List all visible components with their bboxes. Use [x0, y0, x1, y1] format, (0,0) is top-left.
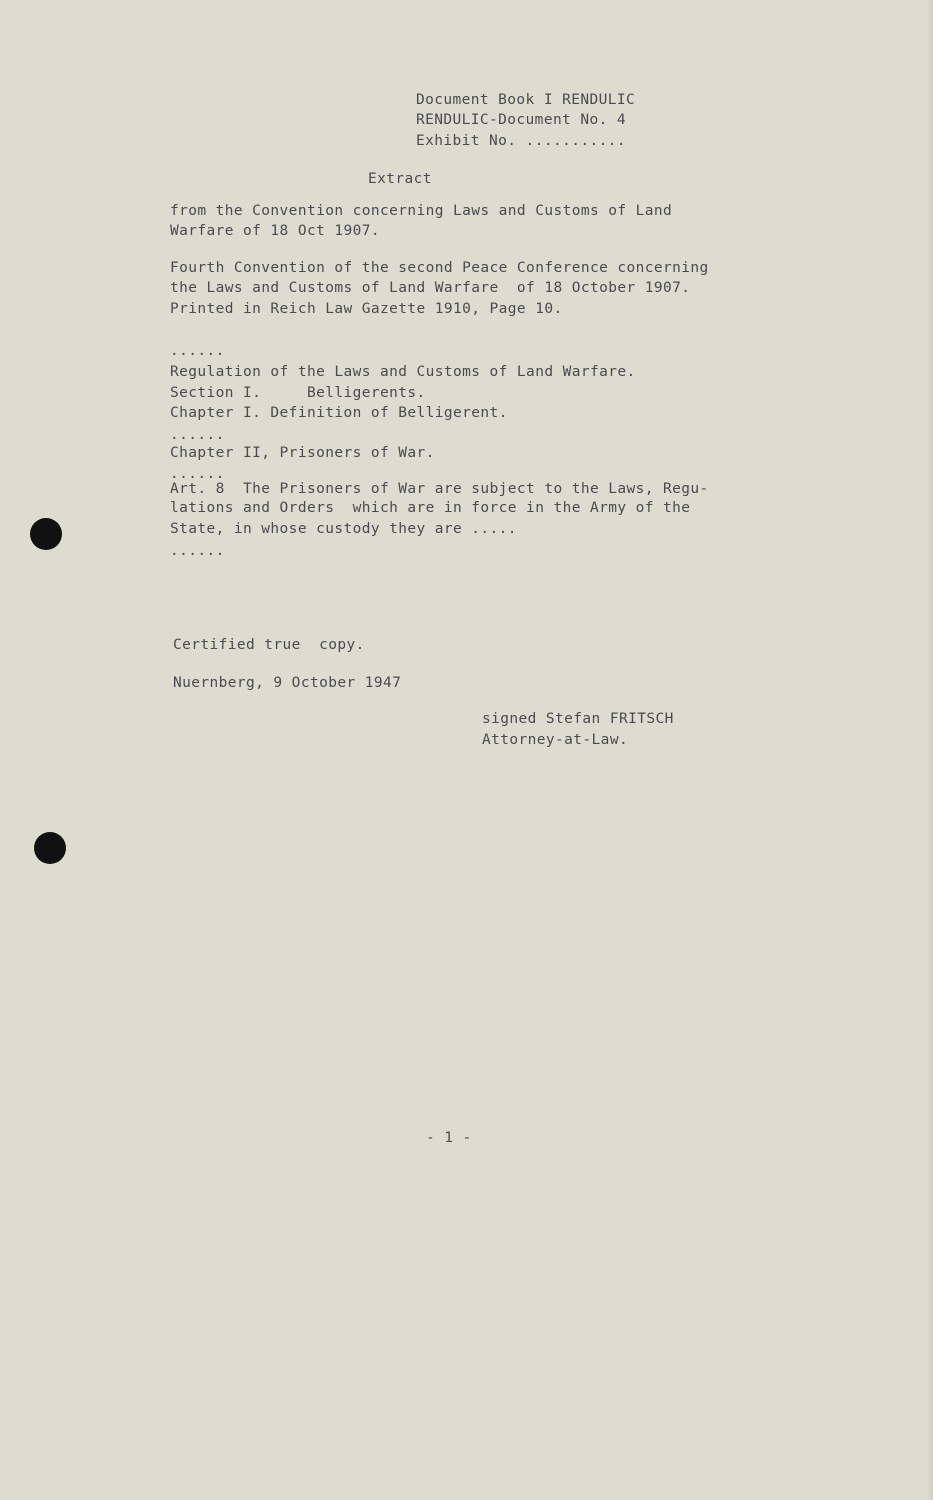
article-8-line-3: State, in whose custody they are ..... — [170, 521, 517, 537]
ellipsis-3: ...... — [170, 466, 225, 482]
source-line-2: the Laws and Customs of Land Warfare of 18 October 1907. — [170, 280, 691, 296]
place-date: Nuernberg, 9 October 1947 — [173, 675, 402, 691]
punch-hole-bottom — [34, 832, 66, 864]
signature-line: signed Stefan FRITSCH — [482, 711, 674, 727]
source-line-1: Fourth Convention of the second Peace Conference concerning — [170, 260, 709, 276]
header-document-number: RENDULIC-Document No. 4 — [416, 112, 626, 128]
certified-copy: Certified true copy. — [173, 637, 365, 653]
article-8-line-1: Art. 8 The Prisoners of War are subject to the Laws, Regu- — [170, 481, 709, 497]
ellipsis-4: ...... — [170, 543, 225, 559]
intro-line-2: Warfare of 18 Oct 1907. — [170, 223, 380, 239]
page-number: - 1 - — [426, 1130, 472, 1146]
ellipsis-2: ...... — [170, 427, 225, 443]
chapter-2-heading: Chapter II, Prisoners of War. — [170, 445, 435, 461]
document-title: Extract — [368, 171, 432, 187]
page-edge-shadow — [927, 0, 933, 1500]
article-8-line-2: lations and Orders which are in force in the Army of the — [170, 500, 691, 516]
intro-line-1: from the Convention concerning Laws and Customs of Land — [170, 203, 673, 219]
header-document-book: Document Book I RENDULIC — [416, 92, 636, 108]
section-heading: Section I. Belligerents. — [170, 385, 426, 401]
signatory-role: Attorney-at-Law. — [482, 732, 629, 748]
punch-hole-top — [30, 518, 62, 550]
source-line-3: Printed in Reich Law Gazette 1910, Page 10. — [170, 301, 563, 317]
regulation-heading: Regulation of the Laws and Customs of Land Warfare. — [170, 364, 636, 380]
chapter-1-heading: Chapter I. Definition of Belligerent. — [170, 405, 508, 421]
header-exhibit-number: Exhibit No. ........... — [416, 133, 626, 149]
ellipsis-1: ...... — [170, 343, 225, 359]
